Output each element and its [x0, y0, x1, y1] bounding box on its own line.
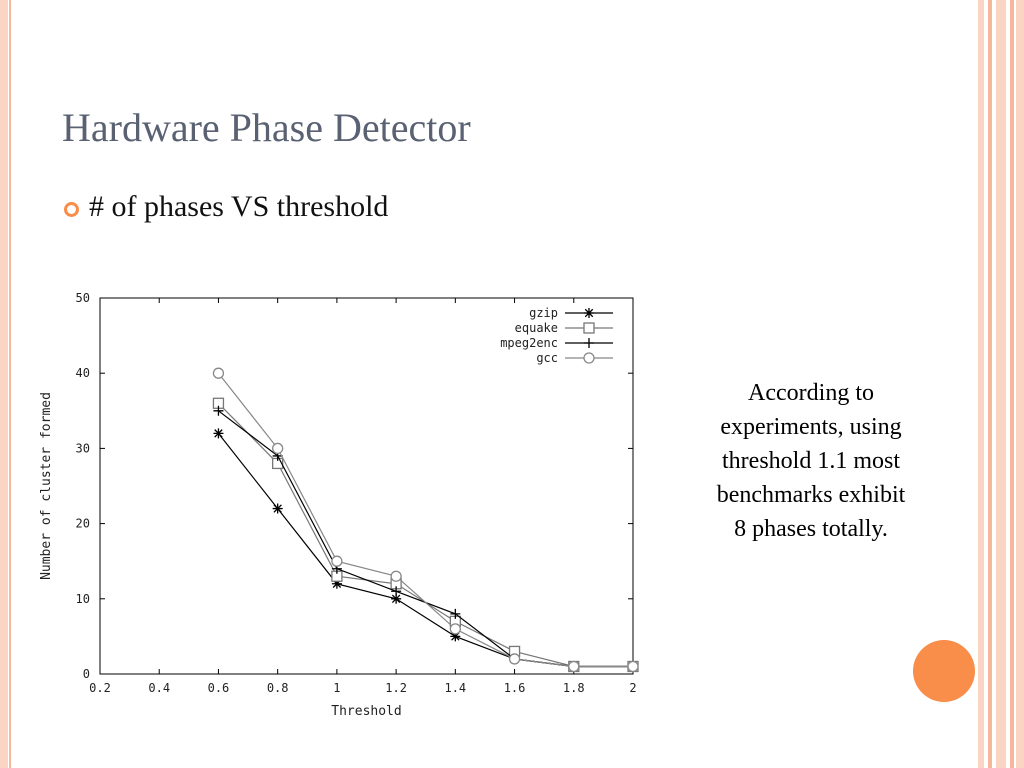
legend-label-mpeg2enc: mpeg2enc [500, 336, 558, 350]
x-tick-label: 1.6 [503, 681, 526, 695]
orange-circle-decoration [913, 640, 975, 702]
x-tick-label: 1 [333, 681, 341, 695]
x-tick-label: 1.8 [562, 681, 585, 695]
legend-label-equake: equake [514, 321, 558, 335]
x-tick-label: 0.4 [148, 681, 171, 695]
right-stripes-decoration [974, 0, 1024, 768]
data-point-gcc [332, 556, 342, 566]
data-point-gcc [391, 571, 401, 581]
data-point-gzip [213, 428, 223, 438]
data-point-gcc [510, 654, 520, 664]
x-tick-label: 0.8 [266, 681, 289, 695]
left-line-decoration [9, 0, 11, 768]
phases-vs-threshold-chart [30, 280, 670, 730]
y-tick-label: 30 [75, 441, 90, 456]
legend-label-gcc: gcc [536, 351, 558, 365]
series-line-equake [218, 403, 633, 666]
x-tick-label: 0.2 [89, 681, 111, 695]
legend-label-gzip: gzip [529, 306, 558, 320]
y-tick-label: 50 [75, 291, 90, 305]
x-tick-label: 2 [629, 681, 637, 695]
bullet-text: # of phases VS threshold [89, 190, 389, 223]
y-axis-label: Number of cluster formed [39, 392, 54, 580]
x-tick-label: 0.6 [207, 681, 230, 695]
data-point-gcc [628, 661, 638, 671]
data-point-gcc [213, 368, 223, 378]
x-axis-label: Threshold [331, 704, 402, 719]
legend-marker-gzip [584, 308, 594, 318]
x-tick-label: 1.2 [385, 681, 407, 695]
left-border-decoration [0, 0, 8, 768]
y-tick-label: 0 [82, 667, 90, 681]
series-line-gcc [218, 373, 633, 666]
y-tick-label: 20 [75, 516, 90, 531]
bullet-item [64, 190, 388, 224]
slide-title: Hardware Phase Detector [62, 105, 471, 150]
data-point-gcc [569, 661, 579, 671]
data-point-gcc [273, 443, 283, 453]
x-tick-label: 1.4 [444, 681, 467, 695]
legend-marker-mpeg2enc [584, 338, 594, 348]
y-tick-label: 40 [75, 366, 90, 381]
legend-marker-equake [584, 323, 594, 333]
side-note: According to experiments, using threshold 1.1 most benchmarks exhibit 8 phases totally. [716, 380, 906, 542]
data-point-gzip [273, 504, 283, 514]
y-tick-label: 10 [75, 591, 90, 606]
bullet-circle-icon [64, 202, 79, 217]
data-point-gcc [450, 624, 460, 634]
legend-marker-gcc [584, 353, 594, 363]
